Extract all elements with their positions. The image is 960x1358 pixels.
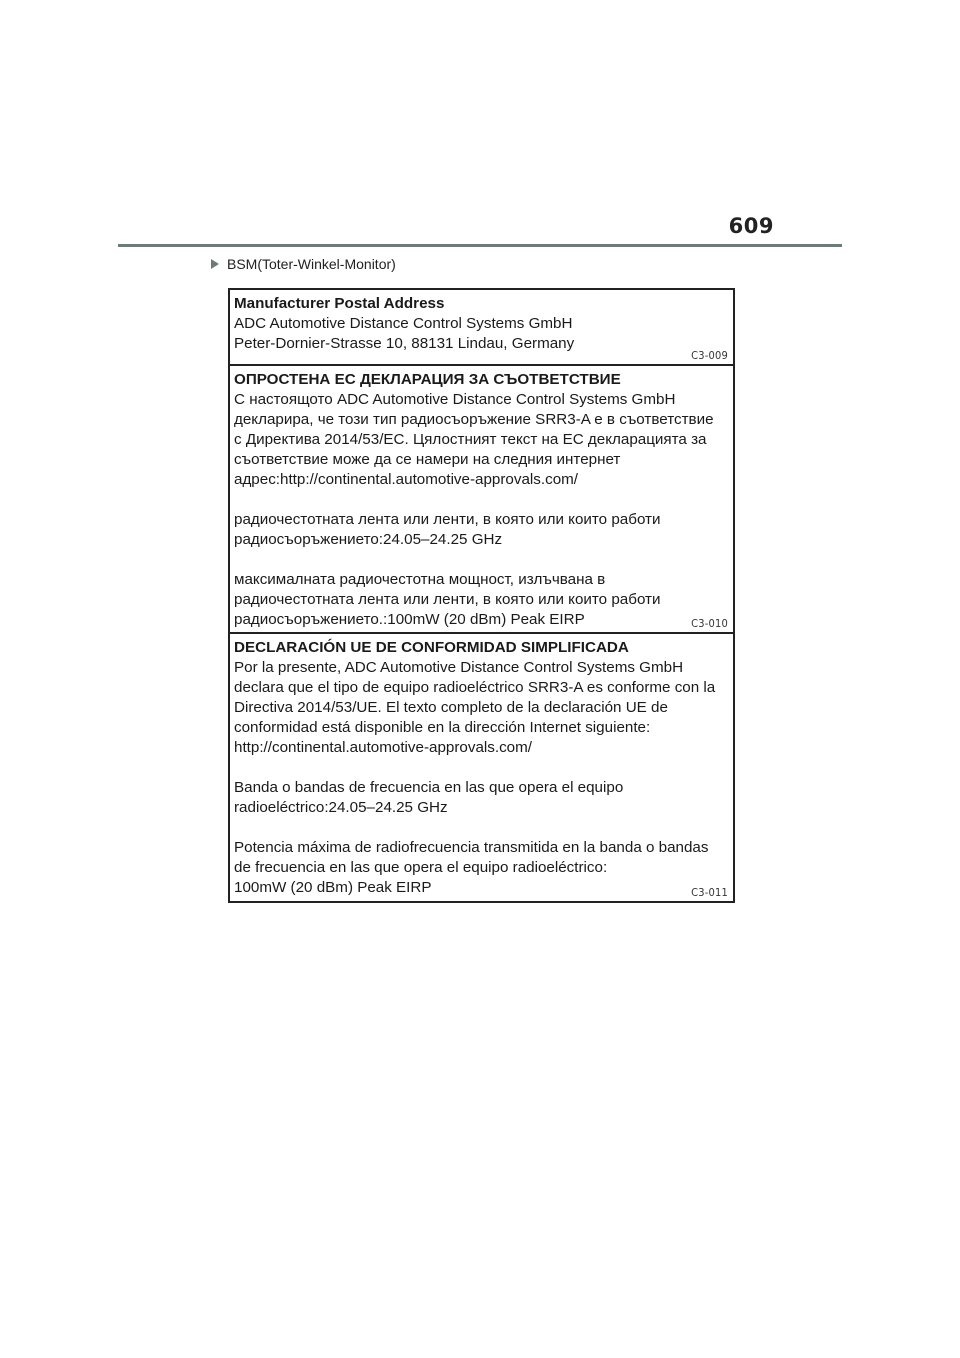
section-title: ОПРОСТЕНА ЕС ДЕКЛАРАЦИЯ ЗА СЪОТВЕТСТВИЕ: [234, 371, 621, 388]
label-code: C3-011: [691, 886, 728, 899]
section-heading: [211, 256, 396, 272]
text-line: с Директива 2014/53/ЕС. Цялостният текст на ЕС декларацията за: [234, 431, 707, 448]
text-line: съответствие може да се намери на следния интернет: [234, 451, 621, 468]
section-heading-text: BSM(Toter-Winkel-Monitor): [227, 256, 396, 272]
text-line: 100mW (20 dBm) Peak EIRP: [234, 879, 432, 896]
spanish-declaration-section: [230, 634, 733, 901]
section-title: DECLARACIÓN UE DE CONFORMIDAD SIMPLIFICADA: [234, 639, 629, 656]
text-line: Directiva 2014/53/UE. El texto completo de la declaración UE de: [234, 699, 668, 716]
page-number: 609: [728, 214, 774, 238]
text-line: радиосъоръжението.:100mW (20 dBm) Peak EIRP: [234, 611, 585, 628]
text-line: de frecuencia en las que opera el equipo radioeléctrico:: [234, 859, 608, 876]
text-line: С настоящото ADC Automotive Distance Control Systems GmbH: [234, 391, 676, 408]
label-code: C3-010: [691, 617, 728, 630]
compliance-label-table: [228, 288, 735, 903]
text-line: Peter-Dornier-Strasse 10, 88131 Lindau, Germany: [234, 335, 575, 352]
paragraph: [234, 510, 723, 550]
text-line: радиочестотната лента или ленти, в която или които работи: [234, 511, 661, 528]
paragraph: [234, 658, 723, 758]
bulgarian-declaration-section: [230, 366, 733, 634]
text-line: радиочестотната лента или ленти, в която или които работи: [234, 591, 661, 608]
text-line: Potencia máxima de radiofrecuencia transmitida en la banda o bandas: [234, 839, 709, 856]
text-line: ADC Automotive Distance Control Systems GmbH: [234, 315, 573, 332]
paragraph: [234, 570, 723, 630]
section-title: Manufacturer Postal Address: [234, 295, 445, 312]
paragraph: [234, 778, 723, 818]
text-line: radioeléctrico:24.05–24.25 GHz: [234, 799, 448, 816]
text-line: радиосъоръжението:24.05–24.25 GHz: [234, 531, 503, 548]
text-line: http://continental.automotive-approvals.com/: [234, 739, 533, 756]
paragraph: [234, 838, 723, 898]
text-line: conformidad está disponible en la dirección Internet siguiente:: [234, 719, 651, 736]
text-line: Por la presente, ADC Automotive Distance Control Systems GmbH: [234, 659, 684, 676]
label-code: C3-009: [691, 349, 728, 362]
text-line: адрес:http://continental.automotive-approvals.com/: [234, 471, 579, 488]
triangle-bullet-icon: [211, 259, 219, 269]
text-line: декларира, че този тип радиосъоръжение SRR3-A е в съответствие: [234, 411, 714, 428]
text-line: максималната радиочестотна мощност, излъчвана в: [234, 571, 606, 588]
paragraph: [234, 390, 723, 490]
text-line: Banda o bandas de frecuencia en las que opera el equipo: [234, 779, 624, 796]
text-line: declara que el tipo de equipo radioeléctrico SRR3-A es conforme con la: [234, 679, 716, 696]
header-rule: [118, 244, 842, 247]
manufacturer-address-section: [230, 290, 733, 366]
